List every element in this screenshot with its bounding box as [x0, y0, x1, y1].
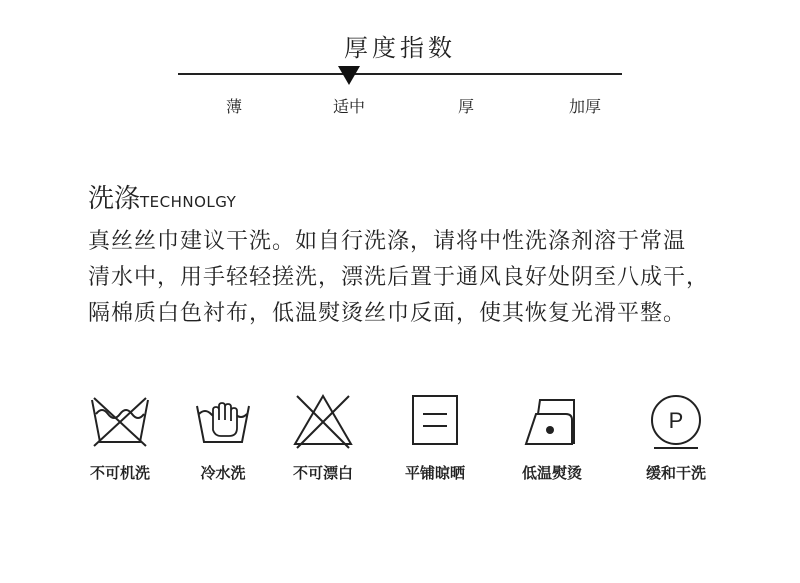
no-machine-wash-icon [88, 390, 152, 450]
cold-hand-wash-icon [191, 390, 255, 450]
care-item-low-iron [492, 390, 612, 483]
wash-heading-en: TECHNOLGY [140, 193, 237, 211]
care-label: 不可漂白 [292, 464, 353, 482]
care-label: 平铺晾晒 [404, 464, 465, 482]
wash-instructions [88, 224, 728, 332]
wash-heading-cn: 洗涤 [88, 184, 141, 214]
thickness-level-extra-thick: 加厚 [568, 97, 601, 116]
thickness-scale-line [178, 73, 622, 75]
thickness-level-medium: 适中 [332, 97, 365, 116]
wash-line: 真丝丝巾建议干洗。如自行洗涤，请将中性洗涤剂溶于常温 [88, 229, 687, 254]
care-label: 不可机洗 [89, 464, 150, 482]
thickness-selected-marker [338, 66, 360, 85]
care-label: 低温熨烫 [521, 464, 582, 482]
wash-heading [88, 178, 236, 215]
thickness-level-thick: 厚 [457, 97, 474, 116]
care-item-flat-dry [375, 390, 495, 483]
care-label: 缓和干洗 [645, 464, 706, 482]
care-label: 冷水洗 [200, 464, 246, 482]
care-item-no-bleach [263, 390, 383, 483]
wash-line: 隔棉质白色衬布，低温熨烫丝巾反面，使其恢复光滑平整。 [88, 301, 687, 326]
no-bleach-icon [291, 390, 355, 450]
thickness-title: 厚度指数 [344, 34, 456, 62]
wash-line: 清水中，用手轻轻搓洗，漂洗后置于通风良好处阴至八成干， [88, 265, 710, 290]
flat-dry-icon [403, 390, 467, 450]
thickness-level-thin: 薄 [225, 97, 242, 116]
care-item-gentle-dry-clean [616, 390, 736, 483]
gentle-dry-clean-icon [644, 390, 708, 450]
dry-clean-symbol: P [668, 408, 684, 433]
low-iron-icon [520, 390, 584, 450]
care-item-no-machine-wash [60, 390, 180, 483]
